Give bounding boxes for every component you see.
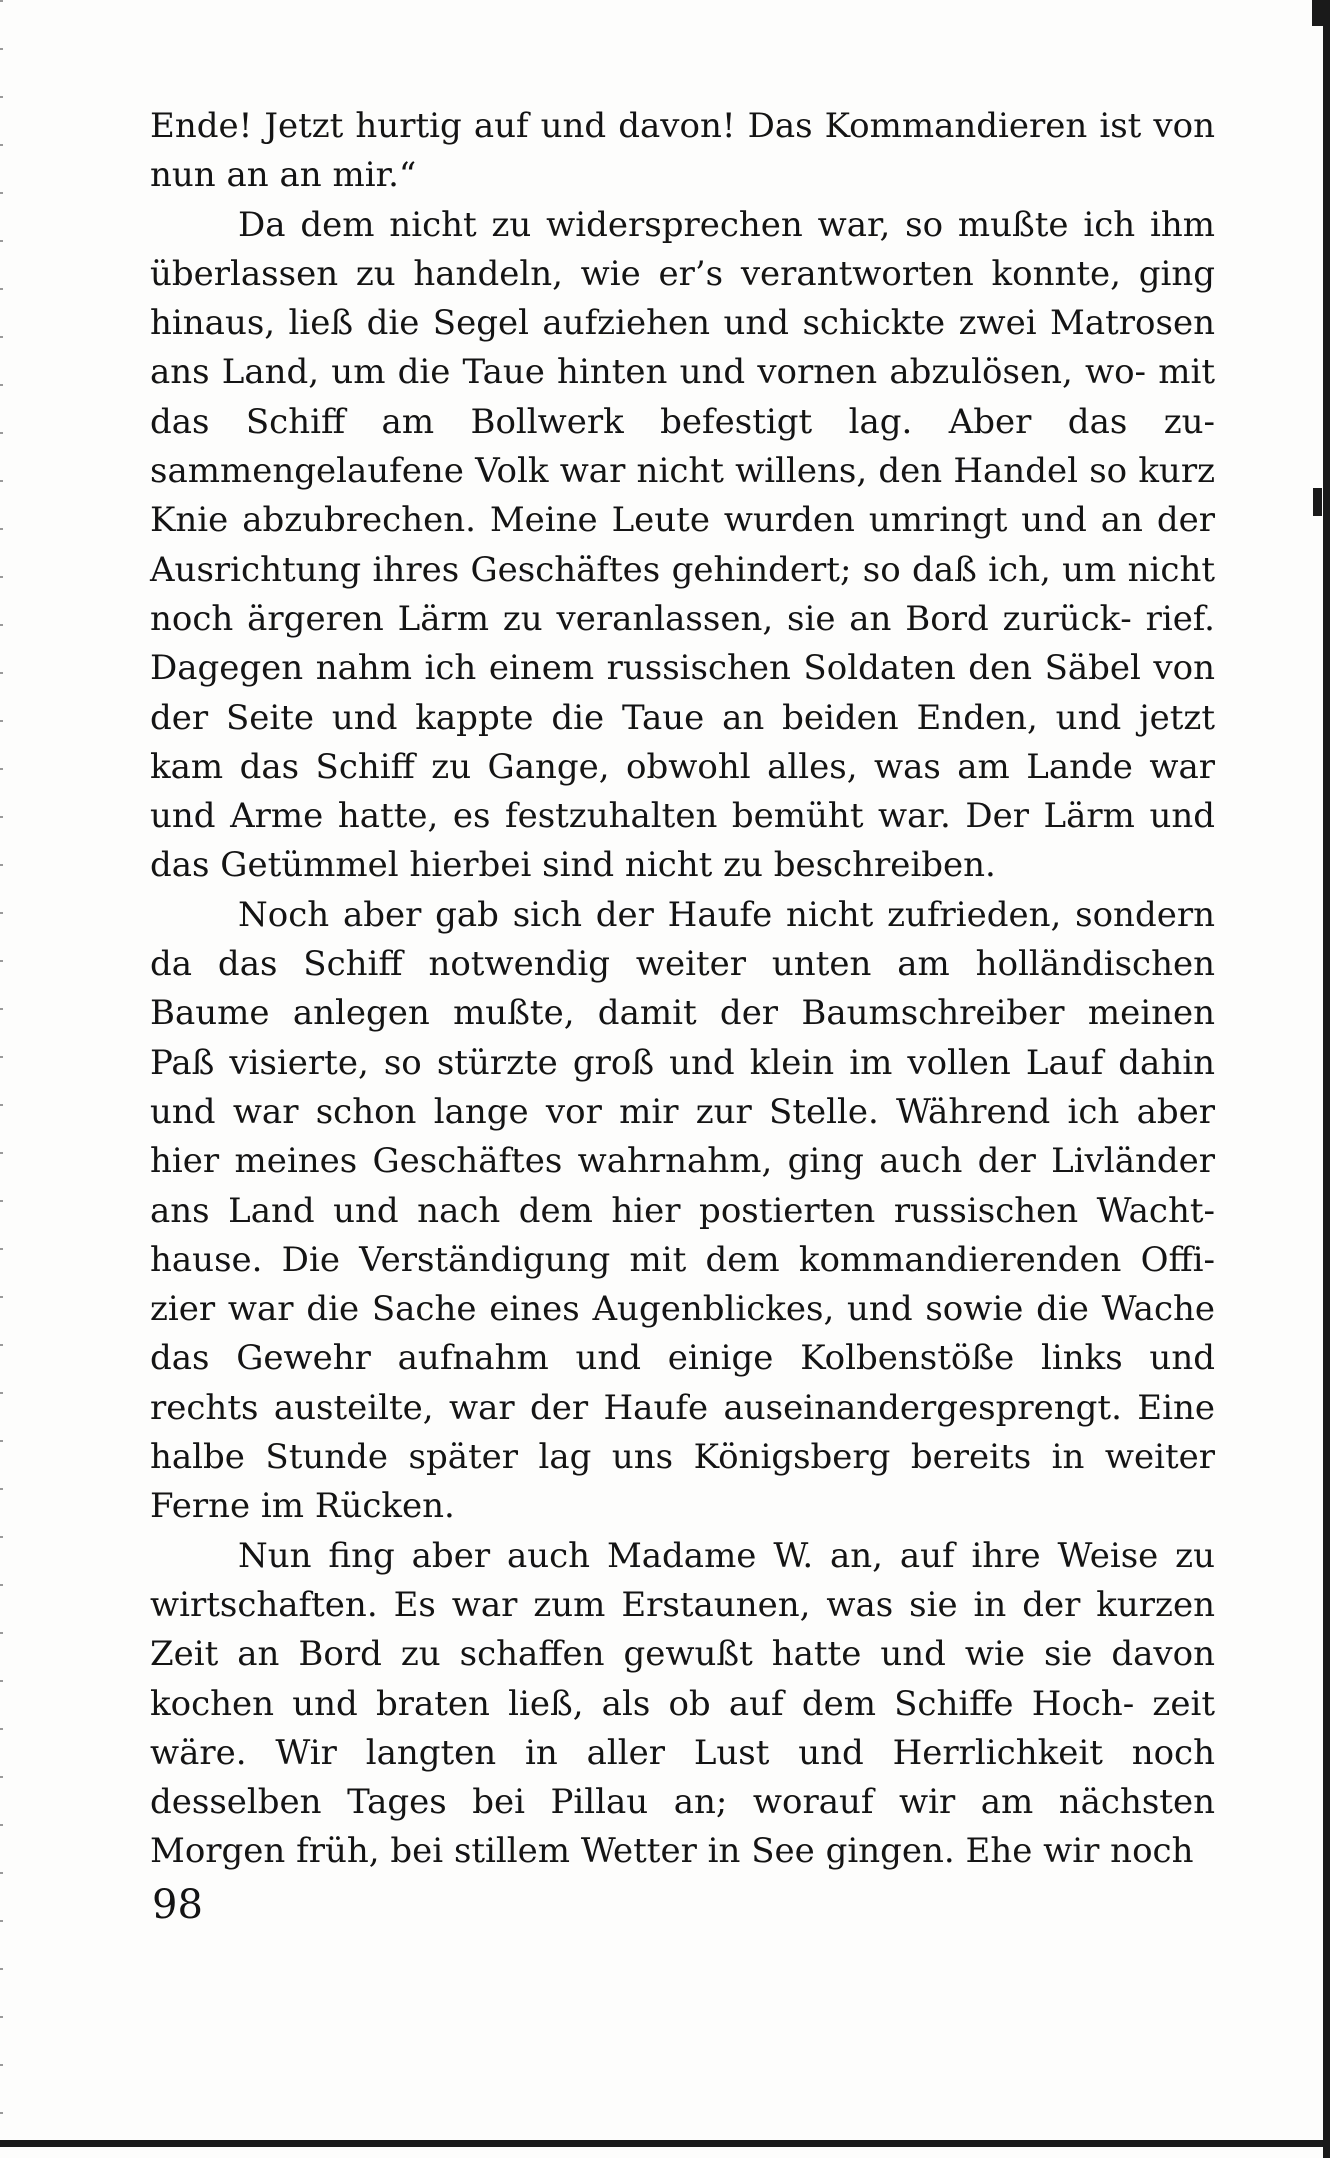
body-text bbox=[150, 102, 1215, 1877]
margin-mark bbox=[1313, 488, 1322, 516]
scan-edge-dots bbox=[0, 0, 3, 2130]
page-number: 98 bbox=[152, 1882, 203, 1928]
scan-corner-mark bbox=[1312, 0, 1323, 26]
paragraph-2: Da dem nicht zu widersprechen war, so mußte ich ihm überlassen zu handeln, wie er’s verantworten konnte, ging hinaus, ließ die Segel aufziehen und schickte zwei Matrosen ans Land, um die Taue hinten und vornen abzulösen, wo‑ mit das Schiff am Bollwerk befestigt lag. Aber das zu‑ sammengelaufene Volk war nicht willens, den Handel so kurz Knie abzubrechen. Meine Leute wurden umringt und an der Ausrichtung ihres Geschäftes gehindert; so daß ich, um nicht noch ärgeren Lärm zu veranlassen, sie an Bord zurück‑ rief. Dagegen nahm ich einem russischen Soldaten den Säbel von der Seite und kappte die Taue an beiden Enden, und jetzt kam das Schiff zu Gange, obwohl alles, was am Lande war und Arme hatte, es festzuhalten bemüht war. Der Lärm und das Getümmel hierbei sind nicht zu beschreiben. bbox=[150, 204, 1215, 886]
scan-bottom-edge bbox=[0, 2140, 1330, 2147]
paragraph-3: Noch aber gab sich der Haufe nicht zufrieden, sondern da das Schiff notwendig weiter unten am holländischen Baume anlegen mußte, damit der Baumschreiber meinen Paß visierte, so stürzte groß und klein im vollen Lauf dahin und war schon lange vor mir zur Stelle. Während ich aber hier meines Geschäftes wahrnahm, ging auch der Livländer ans Land und nach dem hier postierten russischen Wacht‑ hause. Die Verständigung mit dem kommandierenden Offi‑ zier war die Sache eines Augenblickes, und sowie die Wache das Gewehr aufnahm und einige Kolbenstöße links und rechts austeilte, war der Haufe auseinandergesprengt. Eine halbe Stunde später lag uns Königsberg bereits in weiter Ferne im Rücken. bbox=[150, 894, 1215, 1527]
paragraph-4: Nun fing aber auch Madame W. an, auf ihre Weise zu wirtschaften. Es war zum Erstaunen, was sie in der kurzen Zeit an Bord zu schaffen gewußt hatte und wie sie davon kochen und braten ließ, als ob auf dem Schiffe Hoch‑ zeit wäre. Wir langten in aller Lust und Herrlichkeit noch desselben Tages bei Pillau an; worauf wir am nächsten Morgen früh, bei stillem Wetter in See gingen. Ehe wir noch bbox=[150, 1535, 1215, 1872]
paragraph-1: Ende! Jetzt hurtig auf und davon! Das Kommandieren ist von nun an an mir.“ bbox=[150, 106, 1215, 196]
scan-right-edge bbox=[1323, 0, 1330, 2158]
